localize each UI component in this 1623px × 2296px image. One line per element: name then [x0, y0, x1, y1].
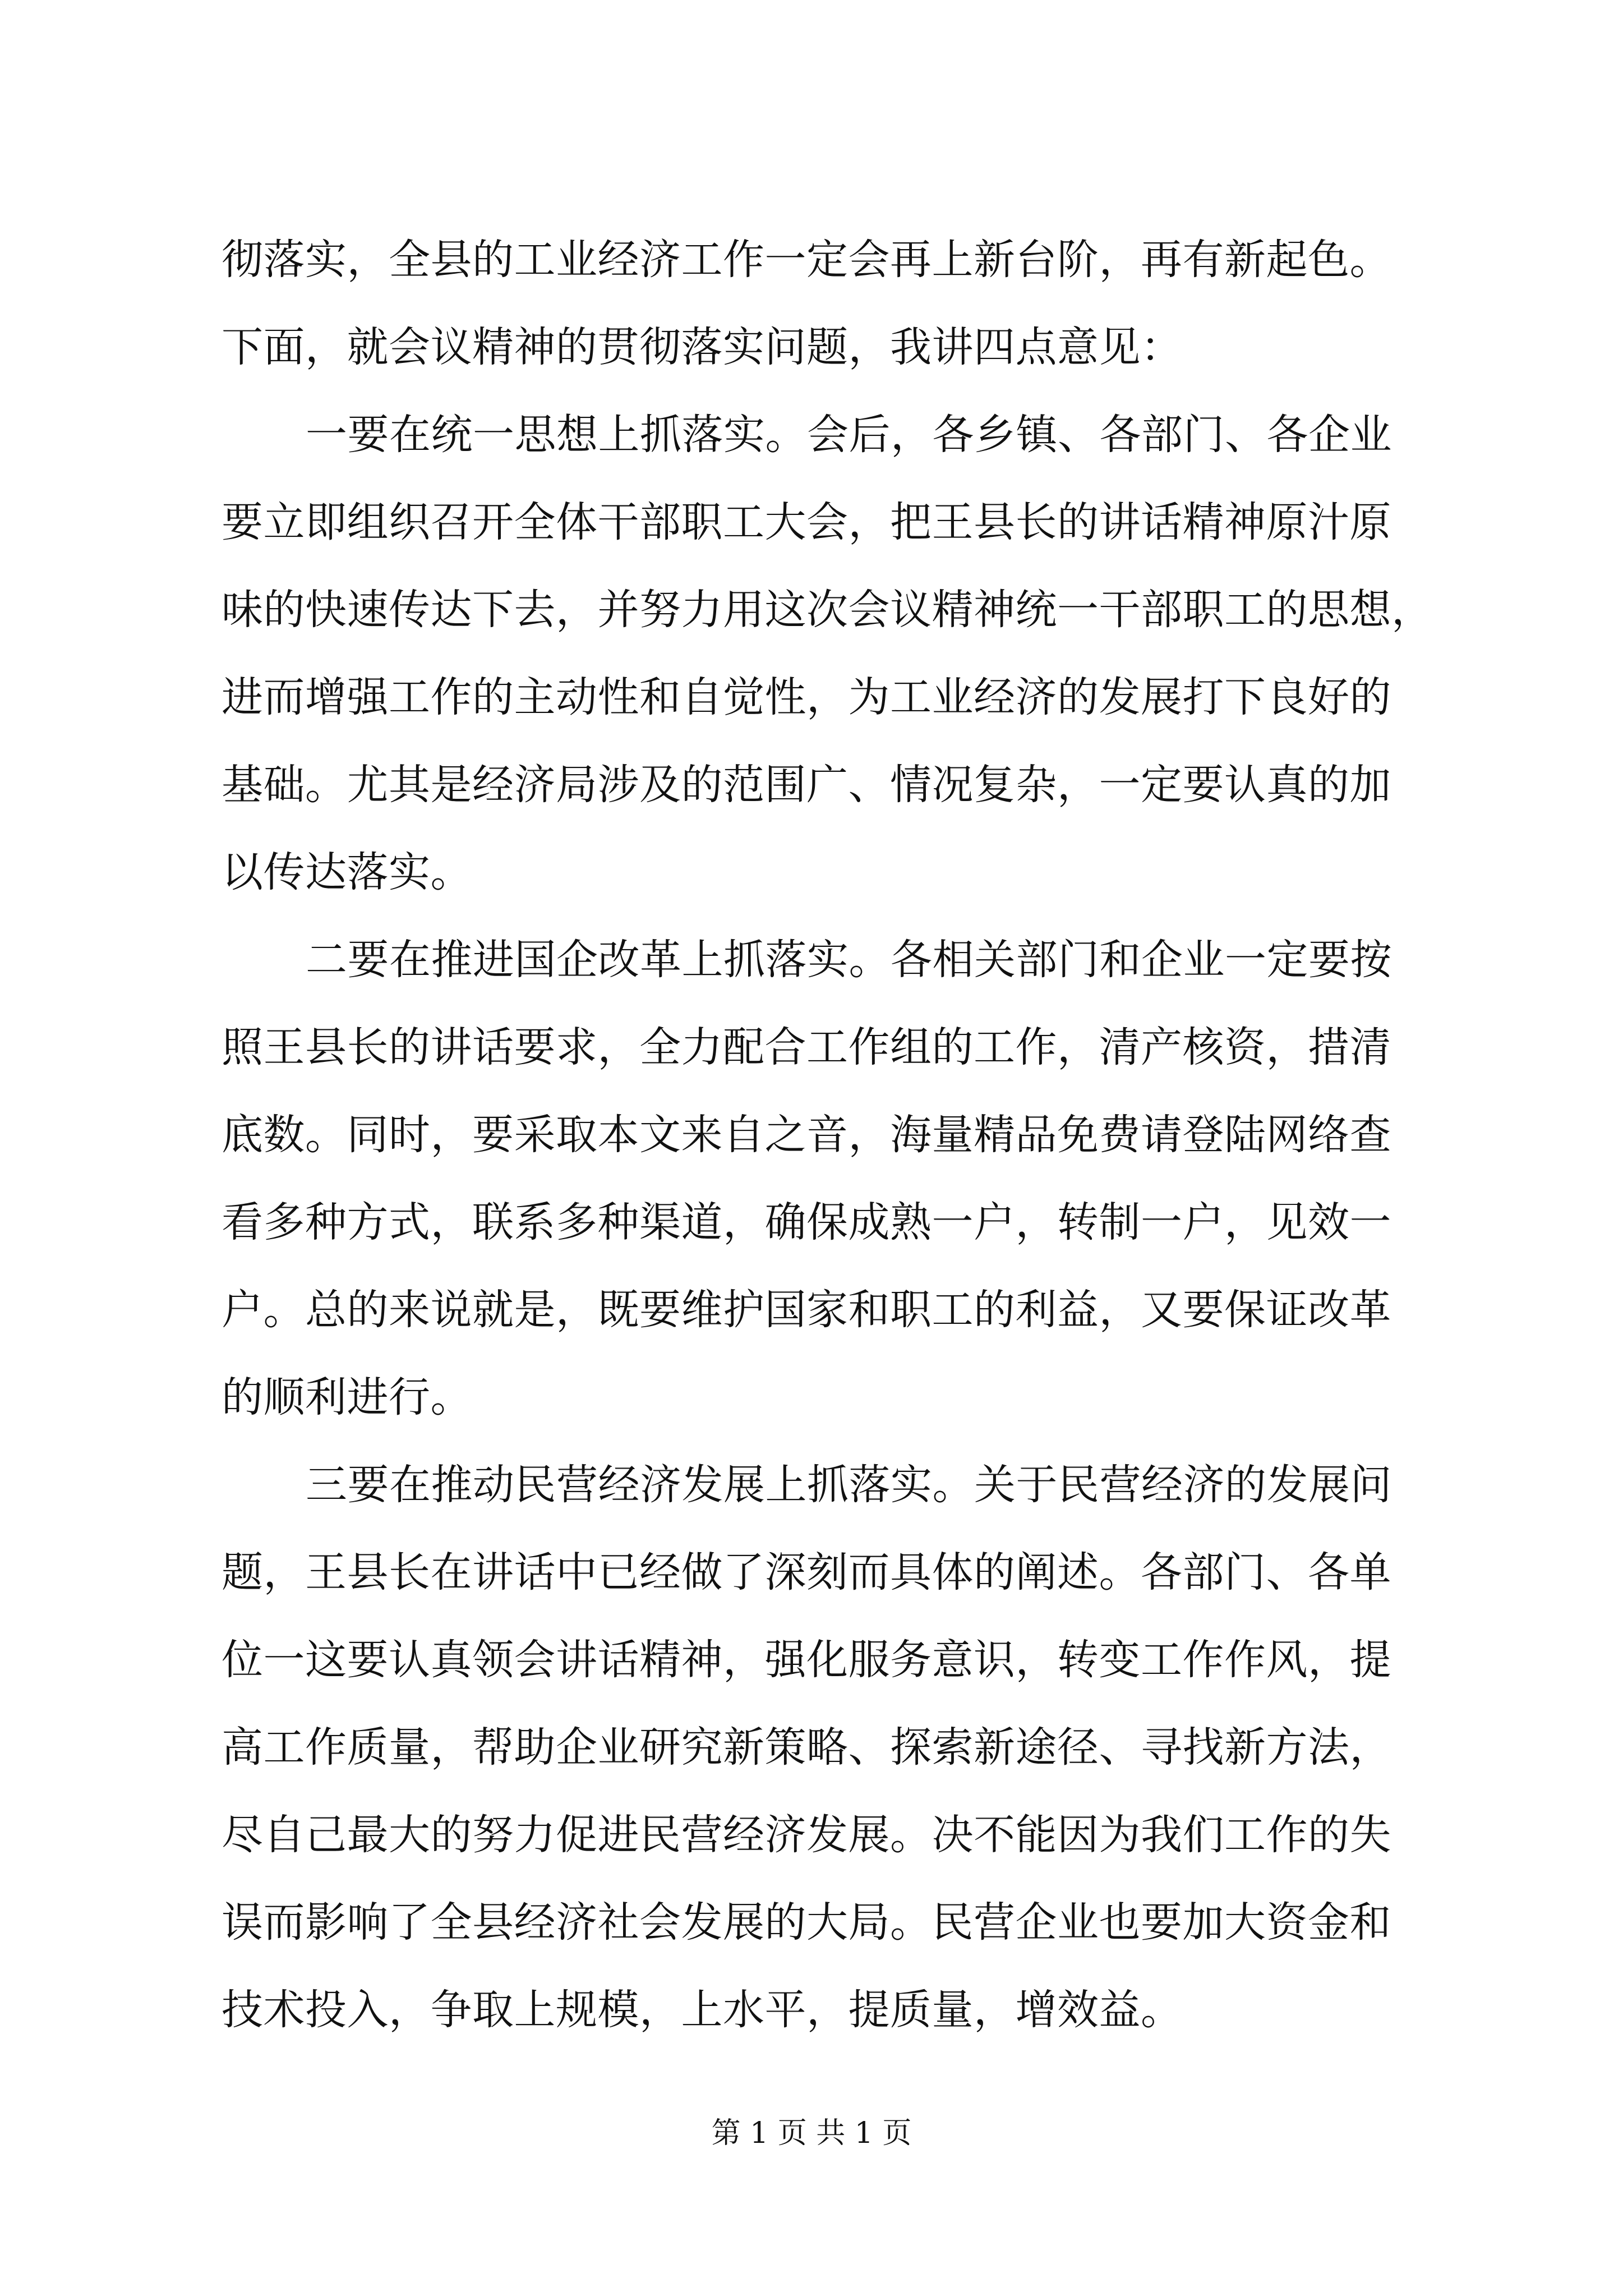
text-line: 底数。同时，要采取本文来自之音，海量精品免费请登陆网络查 — [222, 1111, 1391, 1159]
page-number-footer: 第 1 页 共 1 页 — [711, 2116, 912, 2150]
paragraph-start-line: 三要在推动民营经济发展上抓落实。关于民营经济的发展问 — [306, 1461, 1392, 1509]
text-line: 看多种方式，联系多种渠道，确保成熟一户，转制一户，见效一 — [222, 1198, 1391, 1246]
text-line: 下面，就会议精神的贯彻落实问题，我讲四点意见： — [222, 323, 1183, 371]
text-line: 题，王县长在讲话中已经做了深刻而具体的阐述。各部门、各单 — [222, 1548, 1391, 1596]
text-line: 户。总的来说就是，既要维护国家和职工的利益，又要保证改革 — [222, 1286, 1391, 1334]
text-line: 基础。尤其是经济局涉及的范围广、情况复杂，一定要认真的加 — [222, 761, 1391, 809]
text-line: 的顺利进行。 — [222, 1373, 472, 1421]
text-line: 照王县长的讲话要求，全力配合工作组的工作，清产核资，措清 — [222, 1023, 1391, 1071]
text-line: 高工作质量，帮助企业研究新策略、探索新途径、寻找新方法， — [222, 1723, 1391, 1772]
text-line: 尽自己最大的努力促进民营经济发展。决不能因为我们工作的失 — [222, 1811, 1391, 1859]
text-line: 技术投入，争取上规模，上水平，提质量，增效益。 — [222, 1986, 1183, 2034]
document-body — [222, 216, 1433, 2054]
text-line: 彻落实，全县的工业经济工作一定会再上新台阶，再有新起色。 — [222, 236, 1391, 284]
text-line: 误而影响了全县经济社会发展的大局。民营企业也要加大资金和 — [222, 1898, 1391, 1947]
text-line: 进而增强工作的主动性和自觉性，为工业经济的发展打下良好的 — [222, 673, 1391, 721]
text-line: 以传达落实。 — [222, 848, 472, 896]
text-line: 味的快速传达下去，并努力用这次会议精神统一干部职工的思想， — [222, 586, 1433, 634]
text-line: 位一这要认真领会讲话精神，强化服务意识，转变工作作风，提 — [222, 1636, 1391, 1684]
paragraph-start-line: 一要在统一思想上抓落实。会后，各乡镇、各部门、各企业 — [306, 411, 1392, 459]
text-line: 要立即组织召开全体干部职工大会，把王县长的讲话精神原汁原 — [222, 498, 1391, 546]
paragraph-start-line: 二要在推进国企改革上抓落实。各相关部门和企业一定要按 — [306, 936, 1392, 984]
